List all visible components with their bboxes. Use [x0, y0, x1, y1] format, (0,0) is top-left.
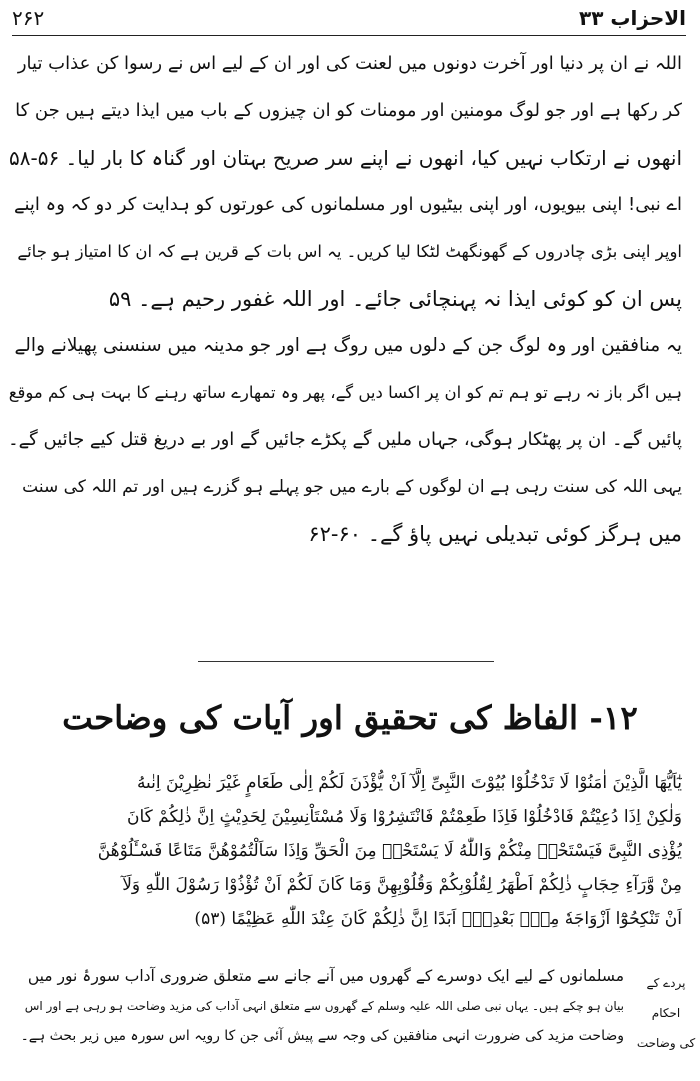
quran-line: اَنْ تَنْکِحُوْٓا اَزْوَاجَهٗ مِنْۢ بَعْدِهٖٓ اَبَدًا اِنَّ ذٰلِکُمْ کَانَ عِنْدَ اللّٰهِ عَظِیْمًا (۵۳) [194, 909, 682, 929]
translation-line: یہ منافقین اور وہ لوگ جن کے دلوں میں روگ ہے اور جو مدینہ میں سنسنی پھیلانے والے [14, 335, 682, 356]
commentary-line: وضاحت مزید کی ضرورت انہی منافقین کی وجہ سے پیش آئی جن کا رویہ اس سورہ میں زیر بحث ہے۔ [20, 1028, 624, 1044]
translation-line: پائیں گے۔ ان پر پھٹکار ہوگی، جہاں ملیں گے پکڑے جائیں گے اور بے دریغ قتل کیے جائیں گے۔ [8, 429, 682, 450]
margin-note-line: کی وضاحت [636, 1036, 696, 1050]
commentary-line: بیان ہو چکے ہیں۔ یہاں نبی صلی اللہ علیہ وسلم کے گھروں سے متعلق انہی آداب کی مزید وضاحت ہو رہی ہے اور اس [24, 999, 624, 1013]
quran-line: یُؤْذِی النَّبِیَّ فَیَسْتَحْیٖ مِنْکُمْ وَاللّٰهُ لَا یَسْتَحْیٖ مِنَ الْحَقِّ وَاِذَا سَاَلْتُمُوْهُنَّ مَتَاعًا فَسْـَٔلُوْهُنَّ [97, 841, 682, 861]
surah-label: الاحزاب ۳۳ [579, 6, 686, 30]
translation-line: ہیں اگر باز نہ رہے تو ہم تم کو ان پر اکسا دیں گے، پھر وہ تمھارے ساتھ رہنے کا بہت ہی کم موقع [8, 383, 682, 402]
page-header [12, 6, 686, 32]
translation-line: انھوں نے ارتکاب نہیں کیا، انھوں نے اپنے سر صریح بہتان اور گناہ کا بار لیا۔ ۵۶-۵۸ [9, 146, 682, 170]
translation-line: اے نبی! اپنی بیویوں، اور اپنی بیٹیوں اور مسلمانوں کی عورتوں کو ہدایت کر دو کہ وہ اپنے [13, 194, 682, 215]
header-rule [12, 35, 686, 36]
translation-line: یہی اللہ کی سنت رہی ہے ان لوگوں کے بارے میں جو پہلے ہو گزرے ہیں اور تم اللہ کی سنت [22, 477, 682, 497]
section-divider [198, 661, 494, 662]
commentary-block [12, 962, 624, 1052]
page-number: ۲۶۲ [12, 6, 45, 30]
quran-line: وَلٰکِنْ اِذَا دُعِیْتُمْ فَادْخُلُوْا فَاِذَا طَعِمْتُمْ فَانْتَشِرُوْا وَلَا مُسْتَاْنِسِیْنَ لِحَدِیْثٍ اِنَّ ذٰلِکُمْ کَانَ [126, 807, 682, 827]
translation-line: پس ان کو کوئی ایذا نہ پہنچائی جائے۔ اور اللہ غفور رحیم ہے۔ ۵۹ [108, 287, 682, 311]
margin-note [636, 968, 696, 1058]
translation-line: میں ہرگز کوئی تبدیلی نہیں پاؤ گے۔ ۶۰-۶۲ [308, 522, 682, 546]
quran-line: مِنْ وَّرَآءِ حِجَابٍ ذٰلِکُمْ اَطْهَرُ لِقُلُوْبِکُمْ وَقُلُوْبِهِنَّ وَمَا کَانَ لَکُمْ اَنْ تُؤْذُوْا رَسُوْلَ اللّٰهِ وَلَآ [122, 875, 682, 895]
commentary-line: مسلمانوں کے لیے ایک دوسرے کے گھروں میں آنے جانے سے متعلق ضروری آداب سورۂ نور میں [27, 967, 624, 985]
quran-line: یٰٓاَیُّھَا الَّذِیْنَ اٰمَنُوْا لَا تَدْخُلُوْا بُیُوْتَ النَّبِیِّ اِلَّآ اَنْ یُّؤْذَنَ لَکُمْ اِلٰی طَعَامٍ غَیْرَ نٰظِرِیْنَ اِنٰىهُ [136, 773, 682, 793]
translation-line: اوپر اپنی بڑی چادروں کے گھونگھٹ لٹکا لیا کریں۔ یہ اس بات کے قرین ہے کہ ان کا امتیاز ہو جائے [17, 242, 682, 261]
margin-note-line: پردے کے احکام [646, 976, 686, 1020]
translation-line: کر رکھا ہے اور جو لوگ مومنین اور مومنات کو ان چیزوں کے باب میں ایذا دیتے ہیں جن کا [15, 100, 682, 121]
quran-verse-block [12, 768, 682, 938]
translation-block [8, 44, 682, 561]
section-title: ۱۲- الفاظ کی تحقیق اور آیات کی وضاحت [62, 698, 638, 737]
translation-line: اللہ نے ان پر دنیا اور آخرت دونوں میں لعنت کی اور ان کے لیے اس نے رسوا کن عذاب تیار [17, 53, 682, 74]
